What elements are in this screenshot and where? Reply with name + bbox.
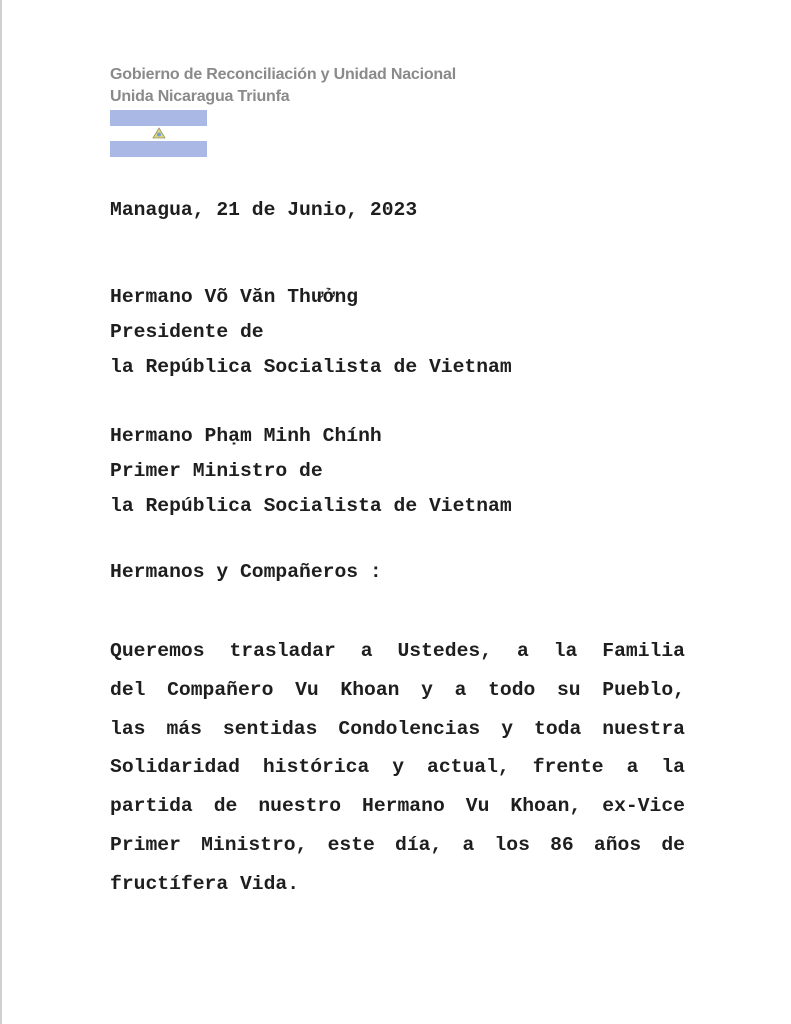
body-line: partida de nuestro Hermano Vu Khoan, ex-Vice (110, 795, 685, 818)
flag-bottom-stripe (110, 141, 207, 157)
page-edge (0, 0, 2, 1024)
recipient-title: Primer Ministro de (110, 460, 323, 482)
body-line: del Compañero Vu Khoan y a todo su Pueblo, (110, 678, 685, 701)
recipient-name: Hermano Võ Văn Thưởng (110, 286, 359, 308)
letter-date: Managua, 21 de Junio, 2023 (110, 199, 418, 221)
body-line: las más sentidas Condolencias y toda nuestra (110, 717, 685, 740)
recipient-block (110, 419, 512, 524)
letter-body (110, 632, 685, 904)
recipient-block (110, 280, 512, 385)
body-line: Queremos trasladar a Ustedes, a la Familia (110, 640, 685, 662)
recipient-country (110, 350, 512, 385)
body-line: fructífera Vida. (110, 872, 300, 895)
greeting: Hermanos y Compañeros : (110, 561, 382, 583)
recipient-name: Hermano Phạm Minh Chính (110, 425, 382, 447)
recipient-country: la República Socialista de Vietnam (110, 495, 512, 517)
letterhead-government: Gobierno de Reconciliación y Unidad Nacional (110, 66, 456, 83)
nicaragua-flag-icon (110, 110, 207, 157)
letterhead (110, 64, 456, 108)
flag-top-stripe (110, 110, 207, 126)
body-line: Primer Ministro, este día, a los 86 años de (110, 833, 685, 856)
coat-of-arms-icon (152, 128, 165, 139)
recipient-title: Presidente de (110, 321, 264, 343)
letterhead-slogan: Unida Nicaragua Triunfa (110, 88, 290, 105)
body-line: Solidaridad histórica y actual, frente a la (110, 756, 685, 779)
flag-middle-stripe (110, 126, 207, 142)
recipient-country-text: la República Socialista de Vietnam (110, 356, 512, 378)
